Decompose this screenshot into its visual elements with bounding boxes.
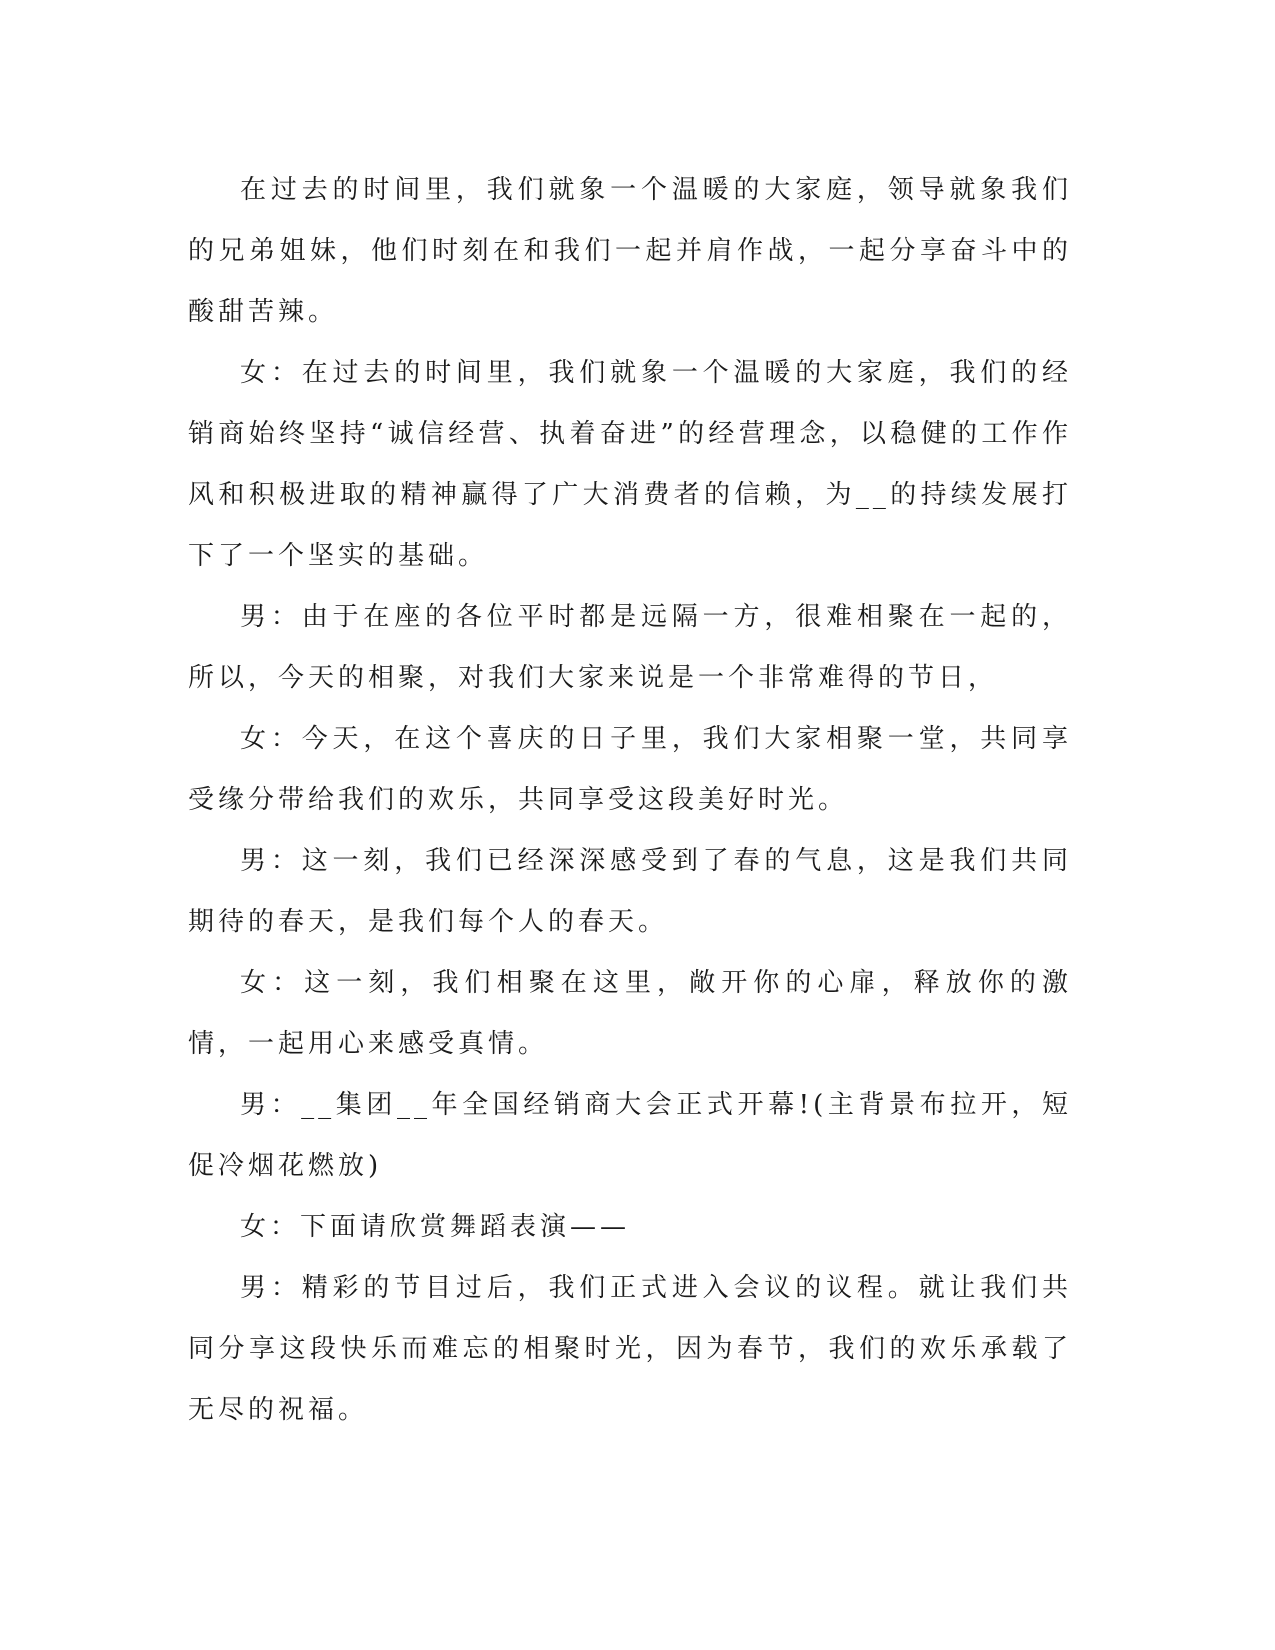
paragraph-5: 男：这一刻，我们已经深深感受到了春的气息，这是我们共同期待的春天，是我们每个人的春天。 xyxy=(188,846,1072,937)
paragraph-4: 女：今天，在这个喜庆的日子里，我们大家相聚一堂，共同享受缘分带给我们的欢乐，共同享受这段美好时光。 xyxy=(188,724,1072,815)
paragraph-1: 在过去的时间里，我们就象一个温暖的大家庭，领导就象我们的兄弟姐妹，他们时刻在和我们一起并肩作战，一起分享奋斗中的酸甜苦辣。 xyxy=(188,175,1072,327)
paragraph-9: 男：精彩的节目过后，我们正式进入会议的议程。就让我们共同分享这段快乐而难忘的相聚时光，因为春节，我们的欢乐承载了无尽的祝福。 xyxy=(188,1273,1072,1425)
paragraph-8: 女：下面请欣赏舞蹈表演—— xyxy=(240,1212,631,1242)
paragraph-3: 男：由于在座的各位平时都是远隔一方，很难相聚在一起的，所以，今天的相聚，对我们大家来说是一个非常难得的节日， xyxy=(188,602,1072,693)
paragraph-2: 女：在过去的时间里，我们就象一个温暖的大家庭，我们的经销商始终坚持“诚信经营、执着奋进”的经营理念，以稳健的工作作风和积极进取的精神赢得了广大消费者的信赖，为__的持续发展打下了一个坚实的基础。 xyxy=(188,358,1072,571)
paragraph-6: 女：这一刻，我们相聚在这里，敞开你的心扉，释放你的激情，一起用心来感受真情。 xyxy=(188,968,1072,1059)
document-body xyxy=(188,160,1072,1441)
paragraph-7: 男：__集团__年全国经销商大会正式开幕!(主背景布拉开，短促冷烟花燃放) xyxy=(188,1090,1072,1181)
